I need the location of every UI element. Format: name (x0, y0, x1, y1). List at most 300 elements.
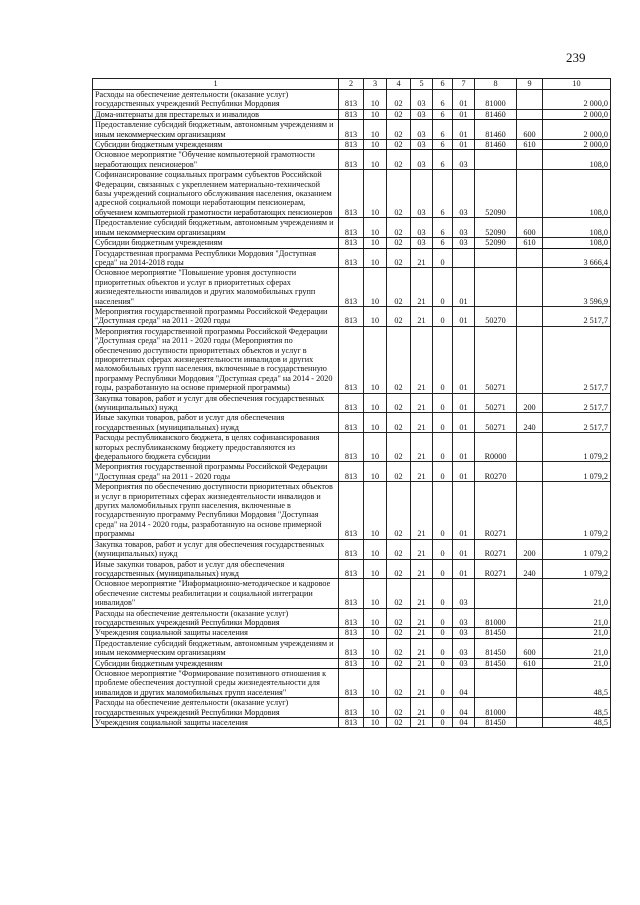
subsection-code: 02 (387, 306, 411, 326)
column-header-10: 10 (543, 79, 611, 90)
table-row (93, 579, 611, 608)
subsection-code: 02 (387, 170, 411, 218)
table-row (93, 413, 611, 433)
program-code: 21 (411, 579, 433, 608)
event-code: 03 (453, 238, 475, 248)
event-code: 01 (453, 539, 475, 559)
ministry-code: 813 (339, 393, 364, 413)
direction-code: R0000 (475, 433, 517, 462)
ministry-code: 813 (339, 140, 364, 150)
amount: 1 079,2 (543, 433, 611, 462)
expense-type-code (517, 326, 543, 393)
table-row (93, 698, 611, 718)
subsection-code: 02 (387, 248, 411, 268)
table-row (93, 326, 611, 393)
row-name: Предоставление субсидий бюджетным, автономным учреждениям и иным некоммерческим организациям (93, 218, 339, 238)
subsection-code: 02 (387, 150, 411, 170)
ministry-code: 813 (339, 413, 364, 433)
expense-type-code: 200 (517, 539, 543, 559)
ministry-code: 813 (339, 698, 364, 718)
subprogram-code: 0 (433, 306, 453, 326)
expense-type-code (517, 90, 543, 110)
amount: 21,0 (543, 658, 611, 668)
expense-type-code (517, 150, 543, 170)
expense-type-code (517, 718, 543, 728)
subprogram-code: 0 (433, 539, 453, 559)
subprogram-code: 0 (433, 433, 453, 462)
program-code: 03 (411, 109, 433, 119)
ministry-code: 813 (339, 718, 364, 728)
expense-type-code: 600 (517, 638, 543, 658)
amount: 2 000,0 (543, 109, 611, 119)
section-code: 10 (364, 170, 387, 218)
subsection-code: 02 (387, 393, 411, 413)
table-row (93, 462, 611, 482)
program-code: 21 (411, 559, 433, 579)
ministry-code: 813 (339, 628, 364, 638)
subsection-code: 02 (387, 658, 411, 668)
column-header-6: 6 (433, 79, 453, 90)
ministry-code: 813 (339, 668, 364, 697)
expense-type-code: 610 (517, 140, 543, 150)
program-code: 21 (411, 326, 433, 393)
row-name: Расходы на обеспечение деятельности (оказание услуг) государственных учреждений Республики Мордовия (93, 90, 339, 110)
direction-code: R0270 (475, 462, 517, 482)
direction-code: 81460 (475, 109, 517, 119)
subsection-code: 02 (387, 608, 411, 628)
event-code: 03 (453, 150, 475, 170)
subprogram-code: 6 (433, 218, 453, 238)
subprogram-code: 6 (433, 140, 453, 150)
expense-type-code (517, 698, 543, 718)
program-code: 21 (411, 482, 433, 539)
program-code: 03 (411, 238, 433, 248)
section-code: 10 (364, 218, 387, 238)
ministry-code: 813 (339, 462, 364, 482)
subprogram-code: 0 (433, 579, 453, 608)
direction-code: 50270 (475, 306, 517, 326)
ministry-code: 813 (339, 150, 364, 170)
expense-type-code (517, 462, 543, 482)
program-code: 21 (411, 413, 433, 433)
program-code: 03 (411, 90, 433, 110)
column-header-3: 3 (364, 79, 387, 90)
subprogram-code: 0 (433, 668, 453, 697)
ministry-code: 813 (339, 559, 364, 579)
subsection-code: 02 (387, 433, 411, 462)
direction-code: 50271 (475, 326, 517, 393)
table-row (93, 120, 611, 140)
row-name: Субсидии бюджетным учреждениям (93, 140, 339, 150)
subprogram-code: 0 (433, 326, 453, 393)
amount: 1 079,2 (543, 482, 611, 539)
section-code: 10 (364, 668, 387, 697)
subsection-code: 02 (387, 668, 411, 697)
subsection-code: 02 (387, 638, 411, 658)
amount: 108,0 (543, 218, 611, 238)
section-code: 10 (364, 306, 387, 326)
amount: 1 079,2 (543, 462, 611, 482)
column-header-2: 2 (339, 79, 364, 90)
table-row (93, 90, 611, 110)
section-code: 10 (364, 433, 387, 462)
amount: 48,5 (543, 718, 611, 728)
subprogram-code: 0 (433, 413, 453, 433)
row-name: Расходы на обеспечение деятельности (оказание услуг) государственных учреждений Республики Мордовия (93, 608, 339, 628)
expense-type-code: 200 (517, 393, 543, 413)
table-row (93, 539, 611, 559)
direction-code (475, 150, 517, 170)
subsection-code: 02 (387, 120, 411, 140)
event-code: 01 (453, 109, 475, 119)
column-header-7: 7 (453, 79, 475, 90)
subsection-code: 02 (387, 698, 411, 718)
event-code: 01 (453, 326, 475, 393)
program-code: 21 (411, 268, 433, 307)
row-name: Иные закупки товаров, работ и услуг для обеспечения государственных (муниципальных) нужд (93, 413, 339, 433)
program-code: 03 (411, 218, 433, 238)
ministry-code: 813 (339, 306, 364, 326)
section-code: 10 (364, 628, 387, 638)
subprogram-code: 6 (433, 150, 453, 170)
direction-code (475, 268, 517, 307)
expense-type-code: 610 (517, 238, 543, 248)
amount: 2 517,7 (543, 326, 611, 393)
table-row (93, 628, 611, 638)
event-code: 01 (453, 559, 475, 579)
subprogram-code: 0 (433, 658, 453, 668)
subprogram-code: 0 (433, 393, 453, 413)
subprogram-code: 0 (433, 628, 453, 638)
direction-code: 81450 (475, 638, 517, 658)
event-code: 01 (453, 462, 475, 482)
row-name: Софинансирование социальных программ субъектов Российской Федерации, связанных с укреплением материально-технической базы учреждений социального обслуживания населения, оказанием адресной социальной помощи неработающим пенсионерам, обучением компьютерной грамотности неработающих пенсионеров (93, 170, 339, 218)
subsection-code: 02 (387, 559, 411, 579)
subsection-code: 02 (387, 718, 411, 728)
program-code: 21 (411, 668, 433, 697)
amount: 21,0 (543, 638, 611, 658)
ministry-code: 813 (339, 109, 364, 119)
direction-code: 52090 (475, 218, 517, 238)
subsection-code: 02 (387, 326, 411, 393)
subsection-code: 02 (387, 579, 411, 608)
ministry-code: 813 (339, 268, 364, 307)
subsection-code: 02 (387, 109, 411, 119)
table-row (93, 170, 611, 218)
program-code: 21 (411, 698, 433, 718)
amount: 3 666,4 (543, 248, 611, 268)
table-row (93, 248, 611, 268)
row-name: Предоставление субсидий бюджетным, автономным учреждениям и иным некоммерческим организациям (93, 120, 339, 140)
event-code: 03 (453, 658, 475, 668)
table-row (93, 306, 611, 326)
ministry-code: 813 (339, 218, 364, 238)
amount: 2 000,0 (543, 90, 611, 110)
direction-code: 81450 (475, 718, 517, 728)
subsection-code: 02 (387, 482, 411, 539)
program-code: 21 (411, 433, 433, 462)
event-code: 03 (453, 579, 475, 608)
amount: 2 517,7 (543, 306, 611, 326)
section-code: 10 (364, 559, 387, 579)
direction-code: R0271 (475, 559, 517, 579)
direction-code: 50271 (475, 413, 517, 433)
program-code: 03 (411, 150, 433, 170)
subsection-code: 02 (387, 628, 411, 638)
direction-code (475, 579, 517, 608)
expense-type-code: 240 (517, 413, 543, 433)
section-code: 10 (364, 608, 387, 628)
column-header-5: 5 (411, 79, 433, 90)
subprogram-code: 0 (433, 638, 453, 658)
direction-code: 81000 (475, 698, 517, 718)
ministry-code: 813 (339, 170, 364, 218)
row-name: Закупка товаров, работ и услуг для обеспечения государственных (муниципальных) нужд (93, 539, 339, 559)
subsection-code: 02 (387, 413, 411, 433)
program-code: 21 (411, 628, 433, 638)
subsection-code: 02 (387, 90, 411, 110)
row-name: Учреждения социальной защиты населения (93, 718, 339, 728)
section-code: 10 (364, 90, 387, 110)
amount: 1 079,2 (543, 559, 611, 579)
row-name: Основное мероприятие "Обучение компьютерной грамотности неработающих пенсионеров" (93, 150, 339, 170)
direction-code: 81450 (475, 658, 517, 668)
row-name: Мероприятия государственной программы Российской Федерации "Доступная среда" на 2011 - 2020 годы (93, 462, 339, 482)
table-row (93, 433, 611, 462)
program-code: 21 (411, 658, 433, 668)
row-name: Мероприятия по обеспечению доступности приоритетных объектов и услуг в приоритетных сферах жизнедеятельности инвалидов и других маломобильных групп населения, включенные в государственную программу Республики Мордовия "Доступная среда" на 2014 - 2020 годы, разработанную на основе примерной программы (93, 482, 339, 539)
row-name: Дома-интернаты для престарелых и инвалидов (93, 109, 339, 119)
program-code: 21 (411, 462, 433, 482)
subprogram-code: 6 (433, 170, 453, 218)
program-code: 21 (411, 306, 433, 326)
event-code: 01 (453, 120, 475, 140)
direction-code: 81000 (475, 90, 517, 110)
row-name: Закупка товаров, работ и услуг для обеспечения государственных (муниципальных) нужд (93, 393, 339, 413)
subsection-code: 02 (387, 539, 411, 559)
amount: 48,5 (543, 668, 611, 697)
amount: 21,0 (543, 628, 611, 638)
section-code: 10 (364, 718, 387, 728)
expense-type-code (517, 109, 543, 119)
subprogram-code: 0 (433, 268, 453, 307)
subprogram-code: 0 (433, 248, 453, 268)
direction-code: R0271 (475, 539, 517, 559)
subprogram-code: 6 (433, 238, 453, 248)
table-body (93, 90, 611, 728)
expense-type-code (517, 628, 543, 638)
row-name: Основное мероприятие "Формирование позитивного отношения к проблеме обеспечения доступной среды жизнедеятельности для инвалидов и других маломобильных групп населения" (93, 668, 339, 697)
subprogram-code: 0 (433, 462, 453, 482)
direction-code: 52090 (475, 238, 517, 248)
section-code: 10 (364, 462, 387, 482)
amount: 108,0 (543, 150, 611, 170)
table-row (93, 140, 611, 150)
expense-type-code: 600 (517, 120, 543, 140)
table-row (93, 658, 611, 668)
ministry-code: 813 (339, 482, 364, 539)
section-code: 10 (364, 393, 387, 413)
expense-type-code (517, 482, 543, 539)
direction-code: 81460 (475, 120, 517, 140)
section-code: 10 (364, 413, 387, 433)
column-header-4: 4 (387, 79, 411, 90)
subprogram-code: 6 (433, 90, 453, 110)
program-code: 21 (411, 608, 433, 628)
row-name: Основное мероприятие "Информационно-методическое и кадровое обеспечение системы реабилитации и социальной интеграции инвалидов" (93, 579, 339, 608)
amount: 2 000,0 (543, 120, 611, 140)
table-row (93, 638, 611, 658)
event-code (453, 248, 475, 268)
expense-type-code (517, 608, 543, 628)
amount: 3 596,9 (543, 268, 611, 307)
program-code: 21 (411, 248, 433, 268)
row-name: Субсидии бюджетным учреждениям (93, 658, 339, 668)
row-name: Мероприятия государственной программы Российской Федерации "Доступная среда" на 2011 - 2020 годы (93, 306, 339, 326)
ministry-code: 813 (339, 90, 364, 110)
subprogram-code: 0 (433, 482, 453, 539)
amount: 21,0 (543, 579, 611, 608)
section-code: 10 (364, 638, 387, 658)
subprogram-code: 0 (433, 608, 453, 628)
row-name: Основное мероприятие "Повышение уровня доступности приоритетных объектов и услуг в приоритетных сферах жизнедеятельности инвалидов и других маломобильных групп населения" (93, 268, 339, 307)
amount: 108,0 (543, 170, 611, 218)
ministry-code: 813 (339, 120, 364, 140)
event-code: 01 (453, 90, 475, 110)
row-name: Предоставление субсидий бюджетным, автономным учреждениям и иным некоммерческим организациям (93, 638, 339, 658)
table-row (93, 238, 611, 248)
program-code: 03 (411, 140, 433, 150)
table-row (93, 608, 611, 628)
table-row (93, 668, 611, 697)
table-row (93, 559, 611, 579)
table-row (93, 109, 611, 119)
expense-type-code (517, 579, 543, 608)
subprogram-code: 6 (433, 109, 453, 119)
table-row (93, 218, 611, 238)
subsection-code: 02 (387, 140, 411, 150)
column-header-9: 9 (517, 79, 543, 90)
direction-code: 81000 (475, 608, 517, 628)
program-code: 21 (411, 638, 433, 658)
row-name: Субсидии бюджетным учреждениям (93, 238, 339, 248)
ministry-code: 813 (339, 238, 364, 248)
budget-table (92, 78, 611, 728)
section-code: 10 (364, 140, 387, 150)
event-code: 04 (453, 718, 475, 728)
event-code: 04 (453, 668, 475, 697)
event-code: 01 (453, 433, 475, 462)
program-code: 21 (411, 393, 433, 413)
subsection-code: 02 (387, 268, 411, 307)
event-code: 01 (453, 393, 475, 413)
event-code: 03 (453, 628, 475, 638)
event-code: 03 (453, 218, 475, 238)
amount: 2 517,7 (543, 393, 611, 413)
page-number: 239 (566, 50, 586, 65)
event-code: 01 (453, 306, 475, 326)
expense-type-code (517, 268, 543, 307)
event-code: 01 (453, 482, 475, 539)
section-code: 10 (364, 539, 387, 559)
direction-code (475, 248, 517, 268)
ministry-code: 813 (339, 539, 364, 559)
section-code: 10 (364, 658, 387, 668)
expense-type-code (517, 170, 543, 218)
ministry-code: 813 (339, 326, 364, 393)
expense-type-code: 600 (517, 218, 543, 238)
amount: 21,0 (543, 608, 611, 628)
subprogram-code: 0 (433, 718, 453, 728)
amount: 2 517,7 (543, 413, 611, 433)
section-code: 10 (364, 698, 387, 718)
subprogram-code: 0 (433, 559, 453, 579)
program-code: 03 (411, 120, 433, 140)
ministry-code: 813 (339, 638, 364, 658)
row-name: Иные закупки товаров, работ и услуг для обеспечения государственных (муниципальных) нужд (93, 559, 339, 579)
section-code: 10 (364, 326, 387, 393)
section-code: 10 (364, 120, 387, 140)
expense-type-code (517, 306, 543, 326)
section-code: 10 (364, 482, 387, 539)
program-code: 21 (411, 718, 433, 728)
amount: 48,5 (543, 698, 611, 718)
program-code: 03 (411, 170, 433, 218)
ministry-code: 813 (339, 579, 364, 608)
subsection-code: 02 (387, 462, 411, 482)
direction-code: 50271 (475, 393, 517, 413)
direction-code: 81460 (475, 140, 517, 150)
column-header-1: 1 (93, 79, 339, 90)
event-code: 03 (453, 170, 475, 218)
direction-code: 52090 (475, 170, 517, 218)
ministry-code: 813 (339, 608, 364, 628)
table-row (93, 268, 611, 307)
amount: 108,0 (543, 238, 611, 248)
column-header-8: 8 (475, 79, 517, 90)
table-row (93, 393, 611, 413)
event-code: 04 (453, 698, 475, 718)
section-code: 10 (364, 579, 387, 608)
row-name: Мероприятия государственной программы Российской Федерации "Доступная среда" на 2011 - 2020 годы (Мероприятия по обеспечению доступности приоритетных объектов и услуг в приоритетных сферах жизнедеятельности инвалидов и других маломобильных групп населения, включенные в государственную программу Республики Мордовия "Доступная среда" на 2014 - 2020 годы, разработанную на основе примерной программы) (93, 326, 339, 393)
section-code: 10 (364, 109, 387, 119)
expense-type-code (517, 433, 543, 462)
event-code: 01 (453, 268, 475, 307)
event-code: 03 (453, 608, 475, 628)
program-code: 21 (411, 539, 433, 559)
event-code: 01 (453, 140, 475, 150)
header-row (93, 79, 611, 90)
ministry-code: 813 (339, 248, 364, 268)
direction-code: R0271 (475, 482, 517, 539)
direction-code: 81450 (475, 628, 517, 638)
direction-code (475, 668, 517, 697)
section-code: 10 (364, 150, 387, 170)
subprogram-code: 6 (433, 120, 453, 140)
event-code: 03 (453, 638, 475, 658)
row-name: Расходы республиканского бюджета, в целях софинансирования которых республиканскому бюджету предоставляются из федерального бюджета субсидии (93, 433, 339, 462)
table-row (93, 718, 611, 728)
row-name: Государственная программа Республики Мордовия "Доступная среда" на 2014-2018 годы (93, 248, 339, 268)
expense-type-code: 240 (517, 559, 543, 579)
row-name: Учреждения социальной защиты населения (93, 628, 339, 638)
table-row (93, 482, 611, 539)
expense-type-code (517, 668, 543, 697)
subprogram-code: 0 (433, 698, 453, 718)
expense-type-code (517, 248, 543, 268)
section-code: 10 (364, 248, 387, 268)
row-name: Расходы на обеспечение деятельности (оказание услуг) государственных учреждений Республики Мордовия (93, 698, 339, 718)
